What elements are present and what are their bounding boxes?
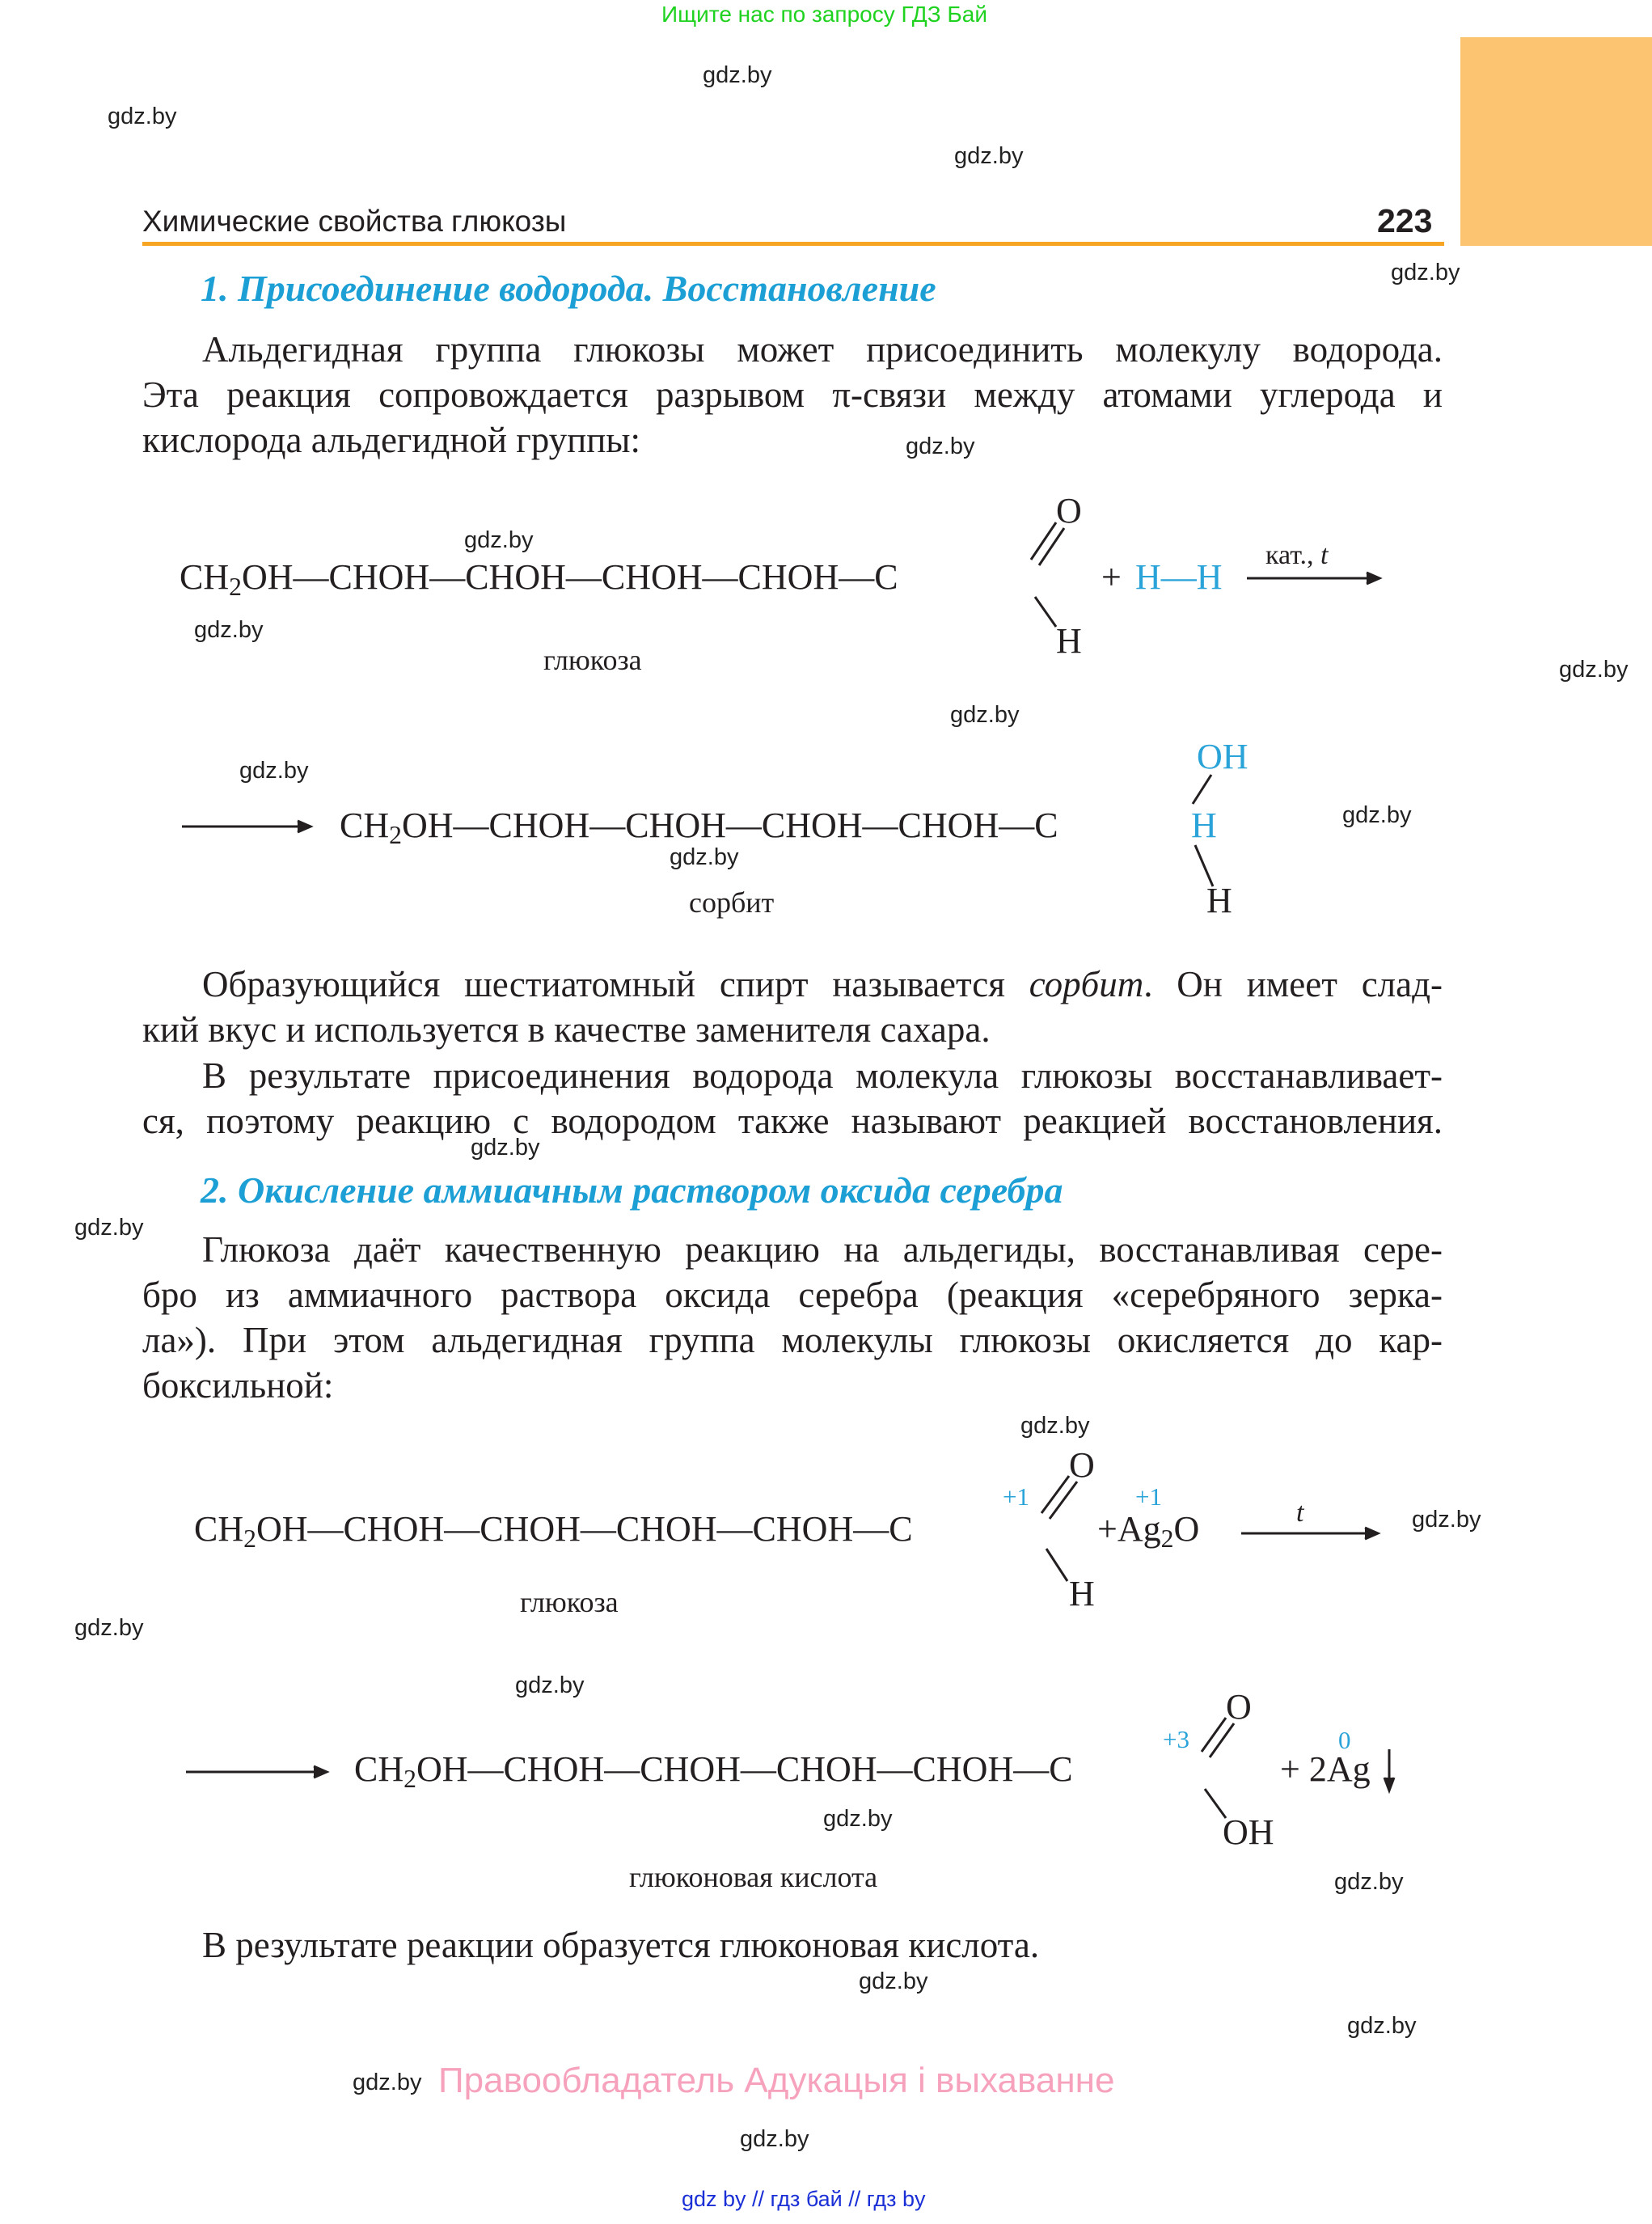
arrow-head [1367,573,1379,584]
watermark: gdz.by [950,702,1020,728]
reactant-label: глюкоза [543,644,642,676]
section-heading: 1. Присоединение водорода. Восстановление [201,268,936,309]
aldehyde-hydrogen: H [1069,1574,1095,1613]
single-bond [1205,1789,1226,1818]
gluconic-acid-formula: $CH_2OH—CHOH—CHOH—CHOH—CHOH—C$ [354,1749,1073,1793]
watermark: gdz.by [1020,1413,1090,1439]
arrow-head [1365,1528,1378,1539]
oxidation-state-carbon: +3 [1163,1725,1189,1753]
page-number: 223 [1377,202,1433,239]
watermark: gdz.by [740,2126,809,2152]
aldehyde-hydrogen: H [1056,621,1082,661]
double-bond [1031,522,1056,560]
section-heading: 2. Окисление аммиачным раствором оксида серебра [201,1169,1063,1211]
watermark: gdz.by [239,758,309,784]
watermark: gdz.by [515,1672,585,1698]
oxidation-state-silver: +1 [1135,1482,1162,1511]
hydroxyl-group: OH [1197,737,1249,776]
arrow-head [298,821,311,832]
single-bond [1193,775,1211,804]
watermark: gdz.by [464,527,534,553]
plus-sign: + [1101,557,1122,597]
paragraph-line: бро из аммиачного раствора оксида серебра (реакция «серебряного зерка- [142,1275,1443,1315]
copyright-holder: Правообладатель Адукацыя і выхаванне [438,2061,1115,2100]
watermark: gdz.by [859,1968,928,1994]
watermark: gdz.by [74,1215,144,1241]
watermark: gdz.by [823,1806,893,1832]
running-title: Химические свойства глюкозы [142,205,567,238]
paragraph-line: В результате присоединения водорода молекула глюкозы восстанавливает- [202,1055,1443,1096]
silver-precipitate: + 2Ag [1280,1749,1371,1789]
oxidation-state-silver: 0 [1338,1726,1351,1754]
paragraph-line: кислорода альдегидной группы: [142,420,641,460]
double-bond [1041,1476,1069,1513]
paragraph-line: Альдегидная группа глюкозы может присоединить молекулу водорода. [202,329,1443,370]
paragraph-line: Эта реакция сопровождается разрывом π-связи между атомами углерода и [142,374,1443,415]
product-label: глюконовая кислота [629,1861,878,1893]
watermark: gdz.by [74,1615,144,1641]
glucose-formula: $CH_2OH—CHOH—CHOH—CHOH—CHOH—C$ [194,1509,913,1553]
watermark: gdz.by [471,1135,540,1161]
single-bond [1046,1549,1067,1581]
double-bond [1210,1723,1234,1757]
carboxyl-hydroxyl: OH [1223,1812,1274,1852]
silver-oxide: $+Ag_2O$ [1097,1509,1200,1553]
watermark: gdz.by [108,104,177,129]
watermark: gdz.by [670,844,739,870]
watermark: gdz.by [1559,657,1629,683]
arrow-head [314,1766,327,1778]
hydrogen-molecule: H—H [1135,557,1223,597]
product-label: сорбит [689,886,775,919]
reaction-condition: t [1296,1498,1304,1528]
watermark: gdz.by [1342,802,1412,828]
glucose-formula: $CH_2OH—CHOH—CHOH—CHOH—CHOH—C$ [180,557,898,601]
oxidation-state-carbon: +1 [1003,1482,1029,1511]
paragraph: В результате реакции образуется глюконовая кислота. [202,1925,1040,1965]
top-banner-link[interactable]: Ищите нас по запросу ГДЗ Бай [661,2,988,27]
watermark: gdz.by [1347,2013,1417,2039]
double-bond [1202,1718,1226,1752]
single-bond [1195,845,1213,886]
watermark: gdz.by [1334,1869,1404,1895]
watermark: gdz.by [353,2070,422,2095]
paragraph-line: Глюкоза даёт качественную реакцию на альдегиды, восстанавливая сере- [202,1229,1443,1270]
paragraph-line: Образующийся шестиатомный спирт называется сорбит. Он имеет слад- [202,964,1443,1004]
watermark: gdz.by [194,617,264,643]
arrow-head [1384,1778,1394,1791]
paragraph-line: боксильной: [142,1365,334,1406]
single-bond [1035,597,1056,627]
watermark: gdz.by [703,62,772,88]
double-bond [1050,1482,1077,1519]
paragraph-line: ла»). При этом альдегидная группа молекулы глюкозы окисляется до кар- [142,1320,1443,1360]
watermark: gdz.by [1391,260,1460,285]
sorbitol-formula: $CH_2OH—CHOH—CHOH—CHOH—CHOH—C$ [340,805,1058,849]
reaction-condition: кат., t [1265,540,1329,570]
aldehyde-oxygen: O [1069,1445,1095,1485]
watermark: gdz.by [1412,1507,1481,1533]
double-bond [1039,528,1064,565]
added-hydrogen: H [1191,805,1217,845]
reactant-label: глюкоза [520,1586,619,1618]
carboxyl-oxygen: O [1226,1687,1252,1727]
footer-links[interactable]: gdz by // гдз бай // гдз by [682,2187,926,2211]
paragraph-line: ся, поэтому реакцию с водородом также называют реакцией восстановления. [142,1101,1443,1141]
bottom-hydrogen: H [1206,881,1232,920]
term-sorbit: сорбит [1029,964,1144,1004]
watermark: gdz.by [906,433,975,459]
aldehyde-oxygen: O [1056,491,1082,531]
watermark: gdz.by [954,143,1024,169]
paragraph-line: кий вкус и используется в качестве заменителя сахара. [142,1009,991,1050]
